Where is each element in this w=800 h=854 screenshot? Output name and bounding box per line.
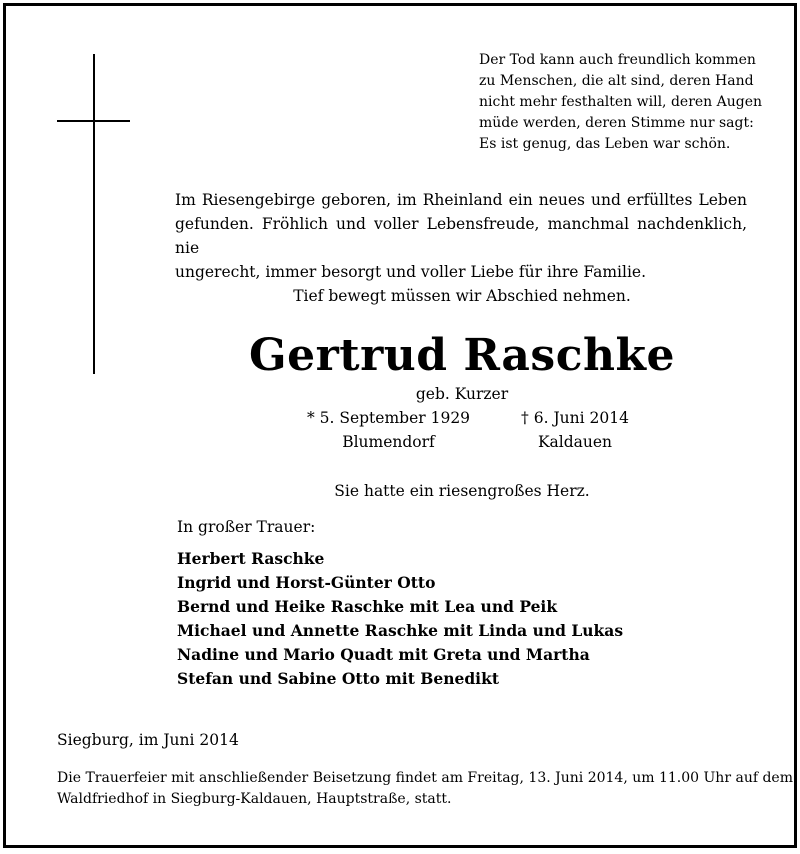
quote-line: Der Tod kann auch freundlich kommen [479, 52, 756, 68]
cross-icon [93, 54, 95, 374]
mourner: Michael und Annette Raschke mit Linda und Lukas [177, 621, 624, 640]
quote-line: müde werden, deren Stimme nur sagt: [479, 115, 754, 131]
quote-line: Es ist genug, das Leben war schön. [479, 136, 731, 152]
bio-line: gefunden. Fröhlich und voller Lebensfreude, manchmal nachdenklich, nie [175, 215, 747, 257]
mourners-list [177, 547, 623, 691]
service-info [57, 768, 793, 810]
birth-info [296, 406, 481, 454]
mourning-label: In großer Trauer: [177, 518, 316, 536]
heart-text: Sie hatte ein riesengroßes Herz. [334, 482, 590, 500]
mourner: Ingrid und Horst-Günter Otto [177, 573, 436, 592]
maiden-name: geb. Kurzer [415, 385, 509, 403]
cross-icon-bar [57, 120, 130, 122]
mourner: Stefan und Sabine Otto mit Benedikt [177, 669, 499, 688]
quote-line: zu Menschen, die alt sind, deren Hand [479, 73, 754, 89]
death-place: Kaldauen [537, 433, 613, 451]
mourner: Herbert Raschke [177, 549, 325, 568]
place-date: Siegburg, im Juni 2014 [57, 731, 239, 749]
bio-line: ungerecht, immer besorgt und voller Liebe für ihre Familie. [175, 263, 647, 281]
farewell-text: Tief bewegt müssen wir Abschied nehmen. [293, 287, 631, 305]
quote-block [479, 50, 779, 155]
mourner: Bernd und Heike Raschke mit Lea und Peik [177, 597, 558, 616]
birth-date: * 5. September 1929 [306, 409, 471, 427]
bio-line: Im Riesengebirge geboren, im Rheinland ein neues und erfülltes Leben [175, 191, 747, 209]
service-line: Waldfriedhof in Siegburg-Kaldauen, Hauptstraße, statt. [57, 791, 452, 807]
death-info [491, 406, 659, 454]
deceased-name: Gertrud Raschke [249, 330, 675, 381]
death-date: † 6. Juni 2014 [521, 409, 629, 427]
birth-place: Blumendorf [342, 433, 435, 451]
mourner: Nadine und Mario Quadt mit Greta und Martha [177, 645, 590, 664]
service-line: Die Trauerfeier mit anschließender Beisetzung findet am Freitag, 13. Juni 2014, um 11.00 Uhr auf dem [57, 770, 793, 786]
quote-line: nicht mehr festhalten will, deren Augen [479, 94, 763, 110]
bio-paragraph [175, 188, 747, 284]
obituary-notice [3, 3, 797, 848]
